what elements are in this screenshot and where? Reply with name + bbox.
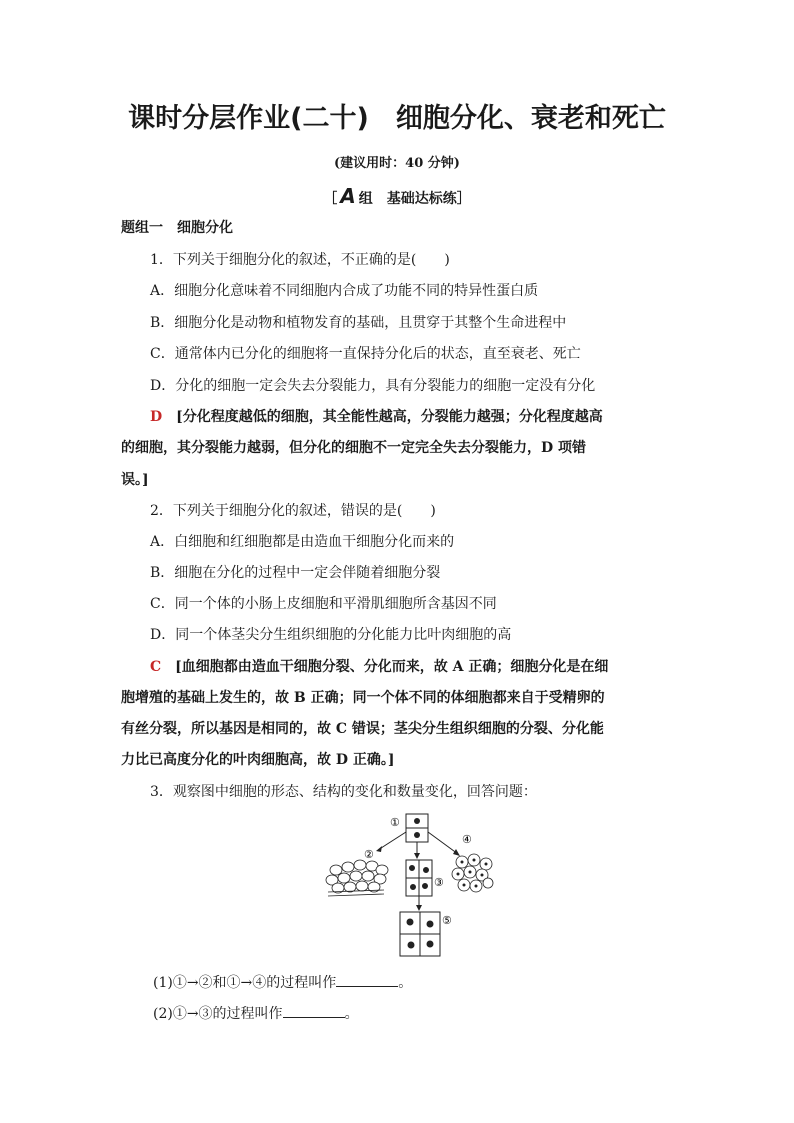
q1-option-c: C．通常体内已分化的细胞将一直保持分化后的状态，直至衰老、死亡 <box>150 346 581 362</box>
arrow-1-to-4 <box>428 832 458 854</box>
q1-option-d: D．分化的细胞一定会失去分裂能力，具有分裂能力的细胞一定没有分化 <box>150 378 596 394</box>
q2-answer-letter: C <box>150 659 162 675</box>
q2-answer-block <box>150 657 710 677</box>
question-2-stem: 2．下列关于细胞分化的叙述，错误的是( ) <box>150 503 436 519</box>
arrow-1-to-3-head <box>414 853 420 859</box>
q1-explanation-line-3: 误。] <box>121 472 149 488</box>
q1-explanation-line-1: [分化程度越低的细胞，其全能性越高，分裂能力越强；分化程度越高 <box>176 409 603 425</box>
question-3-stem: 3．观察图中细胞的形态、结构的变化和数量变化，回答问题： <box>150 784 537 800</box>
page-title: 课时分层作业(二十) 细胞分化、衰老和死亡 <box>128 103 666 134</box>
group-bracket-open: ［ <box>323 191 338 207</box>
q2-option-a: A．白细胞和红细胞都是由造血干细胞分化而来的 <box>150 534 455 550</box>
cell-group-2 <box>326 860 388 896</box>
q2-explanation-line-1: [血细胞都由造血干细胞分裂、分化而来，故 A 正确；细胞分化是在细 <box>175 659 609 675</box>
label-2: ② <box>364 848 374 861</box>
suggested-time: (建议用时：40 分钟) <box>334 156 460 171</box>
q1-explanation-line-2: 的细胞，其分裂能力越弱，但分化的细胞不一定完全失去分裂能力，D 项错 <box>121 440 587 456</box>
q3-sub-2-blank[interactable] <box>283 1003 345 1018</box>
arrow-1-to-2-head <box>376 846 382 852</box>
q3-sub-1-blank[interactable] <box>336 972 398 987</box>
question-1-stem: 1．下列关于细胞分化的叙述，不正确的是( ) <box>150 252 450 268</box>
cell-group-1 <box>406 814 428 842</box>
label-3: ③ <box>434 876 444 889</box>
label-5: ⑤ <box>442 914 452 927</box>
q2-option-c: C．同一个体的小肠上皮细胞和平滑肌细胞所含基因不同 <box>150 596 497 612</box>
q1-option-b: B．细胞分化是动物和植物发育的基础，且贯穿于其整个生命进程中 <box>150 315 567 331</box>
q3-sub-2-text: (2)①→③的过程叫作 <box>153 1006 283 1022</box>
q3-sub-2 <box>153 1003 713 1024</box>
q2-option-b: B．细胞在分化的过程中一定会伴随着细胞分裂 <box>150 565 441 581</box>
q2-option-d: D．同一个体茎尖分生组织细胞的分化能力比叶肉细胞的高 <box>150 627 512 643</box>
arrow-3-to-5-head <box>416 905 422 911</box>
group-name: 组 基础达标练 <box>358 191 457 207</box>
cell-group-5 <box>400 912 440 956</box>
q2-explanation-line-4: 力比已高度分化的叶肉细胞高，故 D 正确。] <box>121 752 395 768</box>
group-bracket-close: ］ <box>456 191 471 207</box>
arrow-1-to-4-head <box>453 849 460 856</box>
q3-sub-2-end: 。 <box>344 1006 359 1022</box>
group-letter: A <box>340 184 356 208</box>
q3-sub-1-end: 。 <box>398 975 413 991</box>
q1-answer-letter: D <box>150 409 163 425</box>
section-heading: 题组一 细胞分化 <box>121 220 233 236</box>
q1-answer-block <box>150 407 710 427</box>
arrow-1-to-2 <box>378 832 406 850</box>
cell-differentiation-diagram <box>320 810 500 960</box>
label-4: ④ <box>462 833 472 846</box>
q1-option-a: A．细胞分化意味着不同细胞内合成了功能不同的特异性蛋白质 <box>150 283 539 299</box>
q3-sub-1-text: (1)①→②和①→④的过程叫作 <box>153 975 337 991</box>
q2-explanation-line-2: 胞增殖的基础上发生的，故 B 正确；同一个体不同的体细胞都来自于受精卵的 <box>121 690 605 706</box>
q2-explanation-line-3: 有丝分裂，所以基因是相同的，故 C 错误；茎尖分生组织细胞的分裂、分化能 <box>121 721 604 737</box>
group-heading <box>0 184 794 208</box>
label-1: ① <box>390 816 400 829</box>
q3-sub-1 <box>153 972 713 993</box>
cell-group-3 <box>406 860 432 896</box>
